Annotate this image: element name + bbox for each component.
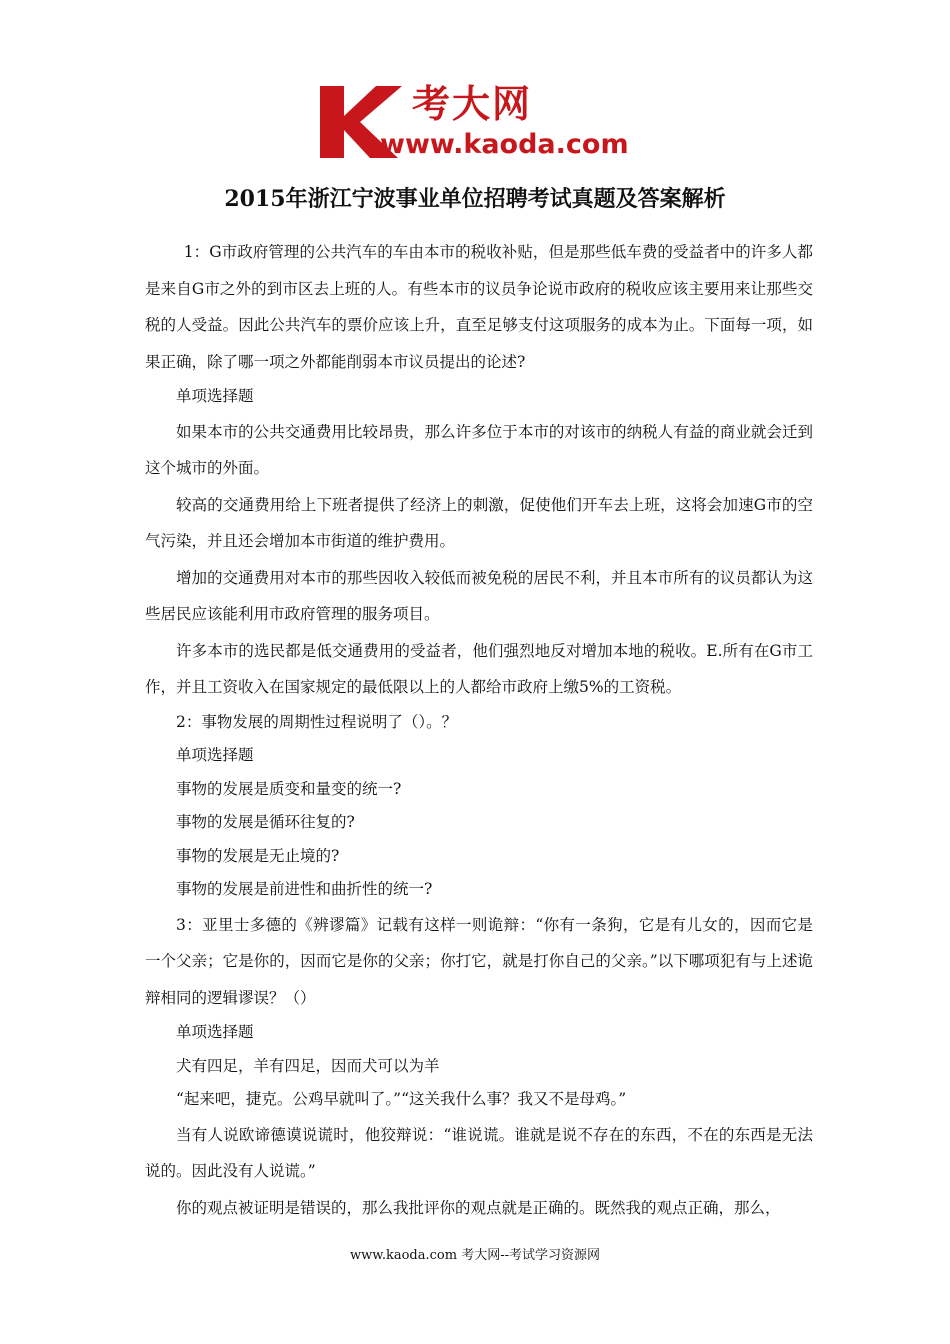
question-1-option-c: 增加的交通费用对本市的那些因收入较低而被免税的居民不利，并且本市所有的议员都认为这些居民应该能利用市政府管理的服务项目。 <box>145 568 813 623</box>
document-title: 2015年浙江宁波事业单位招聘考试真题及答案解析 <box>224 186 726 212</box>
question-2-option-b: 事物的发展是循环往复的? <box>176 813 355 831</box>
question-3-stem: 3：亚里士多德的《辨谬篇》记载有这样一则诡辩：“你有一条狗，它是有儿女的，因而它是一个父亲；它是你的，因而它是你的父亲；你打它，就是打你自己的父亲。”以下哪项犯有与上述诡辩相同的逻辑谬误？（） <box>145 915 813 1007</box>
site-logo <box>318 82 638 162</box>
question-2-option-c: 事物的发展是无止境的? <box>176 846 340 865</box>
question-2-option-d: 事物的发展是前进性和曲折性的统一? <box>176 880 433 898</box>
question-1-stem: 1：G市政府管理的公共汽车的车由本市的税收补贴，但是那些低车费的受益者中的许多人都是来自G市之外的到市区去上班的人。有些本市的议员争论说市政府的税收应该主要用来让那些交税的人受益。因此公共汽车的票价应该上升，直至足够支付这项服务的成本为止。下面每一项，如果正确，除了哪一项之外都能削弱本市议员提出的论述? <box>145 243 813 371</box>
question-1-type: 单项选择题 <box>176 387 254 405</box>
question-3-option-b: “起来吧，捷克。公鸡早就叫了。”“这关我什么事？我又不是母鸡。” <box>176 1090 627 1108</box>
question-3-option-a: 犬有四足，羊有四足，因而犬可以为羊 <box>176 1056 440 1075</box>
question-2-stem: 2：事物发展的周期性过程说明了（）。？ <box>176 712 458 731</box>
question-2-type: 单项选择题 <box>176 746 254 764</box>
logo-chinese-text: 考大网 <box>412 82 533 126</box>
question-3-option-c: 当有人说欧谛德谟说谎时，他狡辩说：“谁说谎。谁就是说不存在的东西，不在的东西是无法说的。因此没有人说谎。” <box>145 1125 813 1180</box>
question-3-type: 单项选择题 <box>176 1023 254 1041</box>
question-1-option-d: 许多本市的选民都是低交通费用的受益者，他们强烈地反对增加本地的税收。E.所有在G市工作，并且工资收入在国家规定的最低限以上的人都给市政府上缴5%的工资税。 <box>145 641 813 696</box>
logo-url-text: www.kaoda.com <box>380 129 629 160</box>
question-1-option-a: 如果本市的公共交通费用比较昂贵，那么许多位于本市的对该市的纳税人有益的商业就会迁到这个城市的外面。 <box>145 422 813 477</box>
document-body <box>145 234 813 1226</box>
question-1-option-b: 较高的交通费用给上下班者提供了经济上的刺激，促使他们开车去上班，这将会加速G市的空气污染，并且还会增加本市街道的维护费用。 <box>145 495 813 550</box>
page-footer: www.kaoda.com 考大网--考试学习资源网 <box>350 1248 600 1263</box>
question-2-option-a: 事物的发展是质变和量变的统一? <box>176 779 402 798</box>
question-3-option-d: 你的观点被证明是错误的，那么我批评你的观点就是正确的。既然我的观点正确，那么， <box>176 1198 781 1217</box>
